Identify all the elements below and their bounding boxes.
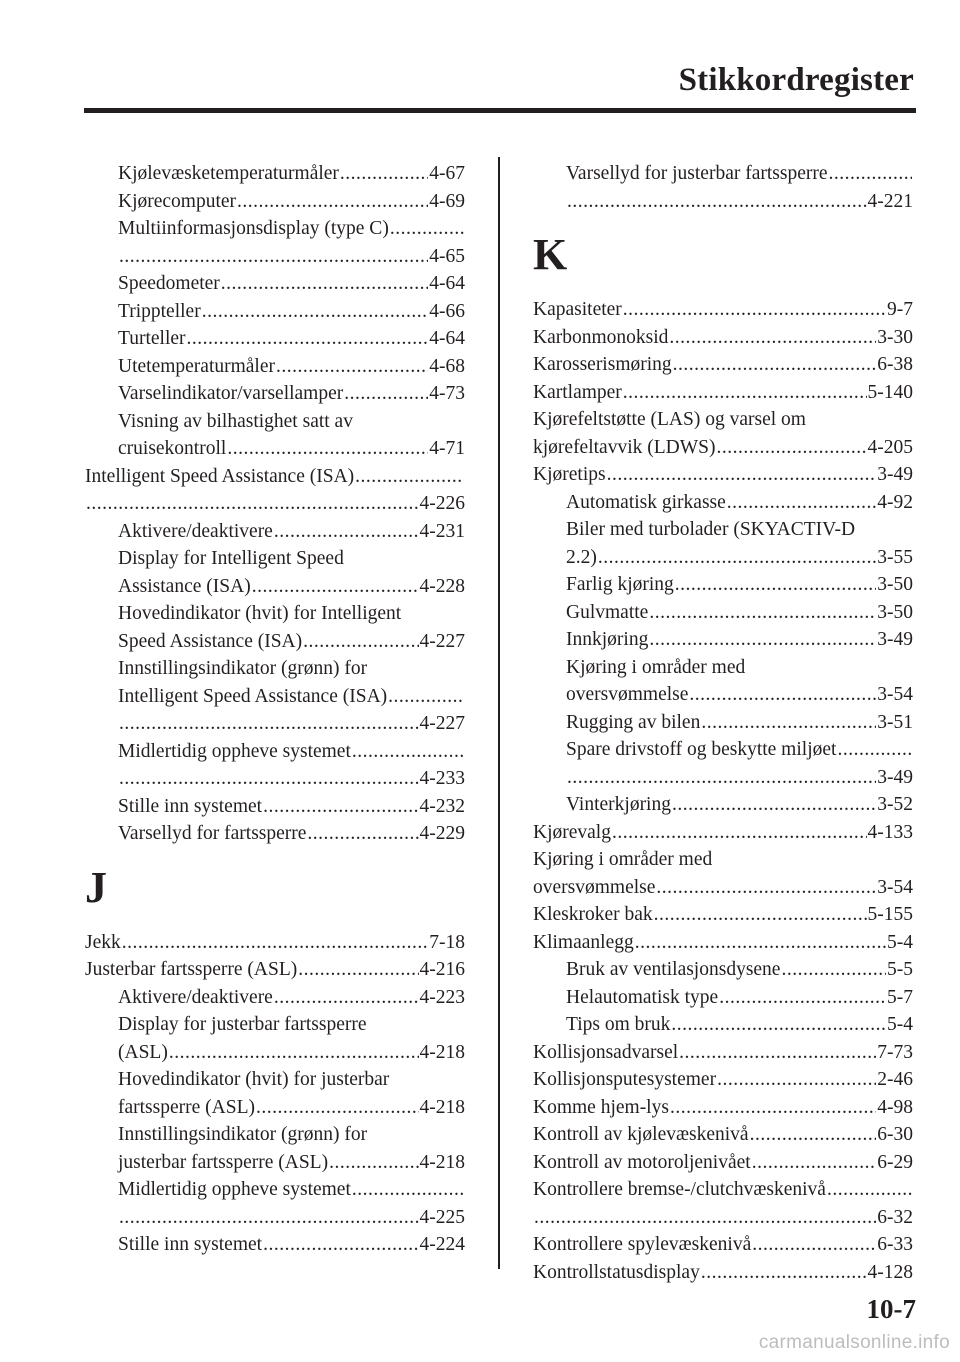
index-entry — [533, 516, 913, 544]
index-entry — [533, 324, 913, 352]
index-entry-text: Assistance (ISA) — [118, 575, 251, 597]
index-entry-page: 4-133 — [867, 821, 913, 843]
index-entry — [85, 655, 465, 683]
index-entry-page: 4-225 — [419, 1206, 465, 1228]
index-entry-text: Kapasiteter — [533, 299, 622, 320]
index-entry-text: justerbar fartssperre (ASL) — [118, 1151, 329, 1173]
dot-leader — [672, 791, 876, 819]
index-entry-text: oversvømmelse — [566, 684, 689, 705]
index-entry-text: Turteller — [118, 328, 186, 349]
index-entry-page: 5-7 — [887, 986, 913, 1008]
dot-leader — [263, 1231, 418, 1259]
index-entry — [85, 160, 465, 188]
index-entry-page: 3-50 — [877, 574, 913, 595]
index-entry — [533, 489, 913, 517]
index-entry-text: Innkjøring — [566, 629, 649, 650]
index-entry-text: Kjørefeltstøtte (LAS) og varsel om — [533, 409, 806, 430]
index-entry-text: Multiinformasjonsdisplay (type C) — [118, 218, 389, 239]
index-entry-text: Varsellyd for justerbar fartssperre — [566, 163, 828, 184]
index-entry-text: Display for Intelligent Speed — [118, 548, 344, 569]
index-entry — [85, 793, 465, 821]
index-entry — [85, 380, 465, 408]
index-entry — [85, 628, 465, 656]
index-entry — [533, 1259, 913, 1287]
index-entry-text: Tips om bruk — [566, 1014, 671, 1035]
dot-leader — [355, 463, 464, 491]
dot-leader — [701, 1259, 867, 1287]
dot-leader — [169, 1039, 419, 1067]
index-entry-page: 6-38 — [877, 354, 913, 375]
index-entry-text: Klimaanlegg — [533, 931, 634, 953]
index-entry-text: Kontroll av motoroljenivået — [533, 1151, 751, 1173]
index-entry-continuation — [533, 188, 913, 216]
index-entry-page: 2-46 — [877, 1069, 913, 1090]
dot-leader — [352, 1176, 464, 1204]
dot-leader — [829, 160, 912, 188]
index-entry-text: Kjøring i områder med — [566, 656, 746, 678]
dot-leader — [669, 324, 876, 352]
index-entry-page: 4-128 — [867, 1261, 913, 1283]
index-entry — [85, 215, 465, 243]
index-entry-page: 6-32 — [877, 1206, 913, 1228]
index-entry-text: Aktivere/deaktivere — [118, 986, 273, 1008]
dot-leader — [752, 1231, 876, 1259]
index-letter-heading: J — [85, 862, 107, 912]
index-entry-page: 4-69 — [429, 190, 465, 212]
dot-leader — [274, 984, 419, 1012]
dot-leader — [119, 765, 419, 793]
index-entry-text: Stille inn systemet — [118, 1234, 263, 1255]
dot-leader — [675, 571, 876, 599]
index-entry-continuation — [533, 1204, 913, 1232]
index-entry — [533, 571, 913, 599]
index-entry-text: Kollisjonsputesystemer — [533, 1069, 717, 1090]
dot-leader — [635, 929, 886, 957]
dot-leader — [388, 683, 464, 711]
index-entry-page: 4-227 — [419, 630, 465, 652]
index-entry — [533, 1011, 913, 1039]
index-entry-text: Trippteller — [118, 300, 201, 322]
index-entry-page: 4-71 — [429, 438, 465, 459]
index-entry-page: 3-51 — [877, 711, 913, 733]
dot-leader — [781, 956, 886, 984]
index-entry-text: Kartlamper — [533, 381, 622, 403]
index-entry — [85, 1011, 465, 1039]
index-entry-page: 4-64 — [429, 273, 465, 294]
dot-leader — [119, 1204, 419, 1232]
index-entry — [533, 956, 913, 984]
dot-leader — [329, 1149, 418, 1177]
index-entry-text: Kjøretips — [533, 464, 606, 485]
index-entry — [85, 408, 465, 436]
index-entry — [85, 545, 465, 573]
page-number: 10-7 — [866, 1294, 916, 1324]
index-entry-text: Kontrollere bremse-/clutchvæskenivå — [533, 1179, 826, 1200]
index-entry — [533, 626, 913, 654]
index-entry-text: Kontrollere spylevæskenivå — [533, 1234, 752, 1255]
index-entry-text: Speed Assistance (ISA) — [118, 630, 303, 652]
dot-leader — [827, 1176, 912, 1204]
index-entry-text: Kollisjonsadvarsel — [533, 1041, 679, 1063]
index-entry-page: 4-64 — [429, 328, 465, 349]
dot-leader — [567, 188, 867, 216]
dot-leader — [252, 573, 419, 601]
dot-leader — [649, 626, 876, 654]
dot-leader — [221, 270, 428, 298]
watermark-link[interactable]: carmanualsonline.info — [758, 1332, 950, 1353]
index-entry — [85, 573, 465, 601]
dot-leader — [567, 764, 876, 792]
index-entry — [533, 1121, 913, 1149]
dot-leader — [649, 599, 876, 627]
index-entry — [85, 929, 465, 957]
dot-leader — [237, 188, 428, 216]
column-divider — [498, 157, 500, 1269]
index-entry-page: 3-30 — [877, 326, 913, 348]
index-entry-page: 3-54 — [877, 684, 913, 705]
index-entry-text: Display for justerbar fartssperre — [118, 1014, 367, 1035]
index-entry-page: 6-33 — [877, 1234, 913, 1255]
index-letter-heading: K — [533, 230, 568, 279]
index-entry — [533, 296, 913, 324]
dot-leader — [717, 1066, 876, 1094]
index-entry — [533, 874, 913, 902]
dot-leader — [344, 380, 428, 408]
index-entry-page: 4-92 — [877, 491, 913, 513]
dot-leader — [276, 353, 428, 381]
index-entry-page: 5-140 — [867, 381, 913, 403]
index-entry-page: 4-216 — [419, 959, 465, 980]
index-entry — [85, 435, 465, 463]
index-entry-page: 4-227 — [419, 713, 465, 734]
index-entry — [85, 353, 465, 381]
index-entry-text: Kjøring i områder med — [533, 849, 713, 870]
dot-leader — [390, 215, 464, 243]
index-entry-page: 4-67 — [429, 163, 465, 184]
dot-leader — [303, 628, 418, 656]
index-entry-text: Innstillingsindikator (grønn) for — [118, 658, 368, 679]
index-entry — [533, 709, 913, 737]
index-entry-page: 3-49 — [877, 464, 913, 485]
index-entry-text: Justerbar fartssperre (ASL) — [85, 959, 298, 980]
index-entry — [85, 518, 465, 546]
index-entry — [85, 1176, 465, 1204]
index-entry — [533, 351, 913, 379]
index-entry-text: (ASL) — [118, 1041, 168, 1063]
index-entry-text: Kleskroker bak — [533, 904, 653, 925]
dot-leader — [623, 379, 867, 407]
index-entry — [85, 984, 465, 1012]
index-entry-page: 4-68 — [429, 355, 465, 377]
dot-leader — [837, 736, 912, 764]
index-entry-page: 3-52 — [877, 794, 913, 815]
index-entry-continuation — [85, 1204, 465, 1232]
index-entry-text: Intelligent Speed Assistance (ISA) — [85, 465, 355, 487]
dot-leader — [750, 1121, 877, 1149]
index-entry-page: 4-73 — [429, 383, 465, 404]
index-entry — [533, 681, 913, 709]
index-entry-page: 3-55 — [877, 546, 913, 568]
dot-leader — [227, 435, 428, 463]
index-entry-continuation — [533, 764, 913, 792]
index-entry-text: Automatisk girkasse — [566, 491, 726, 513]
index-entry-continuation — [85, 490, 465, 518]
index-entry-text: Stille inn systemet — [118, 795, 263, 817]
index-entry — [85, 1039, 465, 1067]
index-entry-text: Komme hjem-lys — [533, 1096, 669, 1118]
dot-leader — [607, 461, 877, 489]
dot-leader — [307, 820, 418, 848]
index-entry-page: 4-223 — [419, 986, 465, 1008]
index-entry-text: Gulvmatte — [566, 601, 649, 623]
dot-leader — [623, 296, 886, 324]
index-entry-text: Biler med turbolader (SKYACTIV-D — [566, 519, 856, 540]
header-rule — [84, 108, 916, 113]
dot-leader — [671, 1011, 886, 1039]
dot-leader — [656, 874, 876, 902]
dot-leader — [534, 1204, 876, 1232]
dot-leader — [673, 351, 877, 379]
index-entry-text: Rugging av bilen — [566, 711, 701, 733]
index-entry-page: 7-73 — [877, 1041, 913, 1063]
index-entry — [85, 956, 465, 984]
dot-leader — [340, 160, 428, 188]
index-entry-page: 4-218 — [419, 1041, 465, 1063]
index-entry-text: Kjølevæsketemperaturmåler — [118, 163, 339, 184]
dot-leader — [119, 710, 419, 738]
index-entry-page: 3-49 — [877, 766, 913, 788]
index-entry — [533, 544, 913, 572]
index-entry — [533, 846, 913, 874]
index-entry-text: Varsellyd for fartssperre — [118, 823, 307, 844]
index-entry-text: Midlertidig oppheve systemet — [118, 1179, 351, 1200]
index-entry — [533, 929, 913, 957]
index-entry-page: 4-218 — [419, 1096, 465, 1118]
dot-leader — [719, 984, 886, 1012]
index-entry-text: 2.2) — [566, 546, 597, 568]
index-entry-text: cruisekontroll — [118, 438, 227, 459]
index-entry — [533, 1176, 913, 1204]
index-entry — [85, 683, 465, 711]
dot-leader — [689, 681, 876, 709]
dot-leader — [119, 243, 428, 271]
index-entry-page: 6-30 — [877, 1124, 913, 1145]
dot-leader — [612, 819, 867, 847]
index-entry-page: 5-155 — [867, 904, 913, 925]
index-entry-page: 3-50 — [877, 601, 913, 623]
index-column-left — [85, 160, 465, 1259]
dot-leader — [263, 793, 418, 821]
dot-leader — [716, 434, 866, 462]
index-entry — [533, 984, 913, 1012]
index-entry-text: Midlertidig oppheve systemet — [118, 740, 351, 762]
index-entry-text: Hovedindikator (hvit) for Intelligent — [118, 603, 402, 624]
index-entry — [533, 1066, 913, 1094]
index-entry-page: 4-233 — [419, 768, 465, 789]
index-entry-page: 3-49 — [877, 629, 913, 650]
index-entry-text: Utetemperaturmåler — [118, 355, 275, 377]
index-entry-page: 4-228 — [419, 575, 465, 597]
dot-leader — [256, 1094, 419, 1122]
index-entry-text: Kontroll av kjølevæskenivå — [533, 1124, 749, 1145]
index-entry — [533, 1039, 913, 1067]
index-entry — [533, 1231, 913, 1259]
index-entry — [533, 791, 913, 819]
index-entry — [533, 379, 913, 407]
index-entry-page: 4-226 — [419, 493, 465, 514]
index-entry-continuation — [85, 243, 465, 271]
index-entry-text: Spare drivstoff og beskytte miljøet — [566, 739, 837, 760]
index-entry-page: 4-98 — [877, 1096, 913, 1118]
index-entry — [533, 819, 913, 847]
index-entry — [85, 820, 465, 848]
index-entry — [533, 160, 913, 188]
index-entry — [85, 325, 465, 353]
index-entry-page: 4-221 — [867, 190, 913, 212]
index-entry — [85, 270, 465, 298]
index-entry-page: 3-54 — [877, 876, 913, 898]
index-entry — [533, 461, 913, 489]
dot-leader — [352, 738, 464, 766]
dot-leader — [187, 325, 429, 353]
dot-leader — [679, 1039, 876, 1067]
index-entry — [85, 600, 465, 628]
dot-leader — [701, 709, 876, 737]
index-column-right — [533, 160, 913, 1286]
index-entry — [533, 654, 913, 682]
index-entry-continuation — [85, 710, 465, 738]
index-entry — [533, 1149, 913, 1177]
index-entry — [85, 1094, 465, 1122]
dot-leader — [274, 518, 419, 546]
index-entry-text: Kjørecomputer — [118, 190, 237, 212]
index-entry-text: Speedometer — [118, 273, 220, 294]
index-entry-page: 7-18 — [429, 931, 465, 953]
index-entry-page: 4-218 — [419, 1151, 465, 1173]
dot-leader — [752, 1149, 877, 1177]
index-entry — [85, 1121, 465, 1149]
index-entry-text: Farlig kjøring — [566, 574, 674, 595]
index-entry-page: 5-4 — [887, 1014, 913, 1035]
index-entry — [533, 1094, 913, 1122]
index-entry-page: 4-231 — [419, 520, 465, 542]
index-entry — [85, 738, 465, 766]
index-entry-text: Vinterkjøring — [566, 794, 671, 815]
index-entry — [533, 599, 913, 627]
index-entry — [85, 188, 465, 216]
index-entry — [85, 1066, 465, 1094]
dot-leader — [598, 544, 876, 572]
index-entry-page: 6-29 — [877, 1151, 913, 1173]
index-entry-text: Visning av bilhastighet satt av — [118, 410, 353, 432]
index-entry-page: 4-229 — [419, 823, 465, 844]
index-entry-text: Innstillingsindikator (grønn) for — [118, 1124, 368, 1145]
dot-leader — [122, 929, 429, 957]
index-entry-continuation — [85, 765, 465, 793]
index-entry-text: Kjørevalg — [533, 821, 611, 843]
index-entry-page: 4-224 — [419, 1234, 465, 1255]
index-entry — [85, 1231, 465, 1259]
dot-leader — [727, 489, 876, 517]
index-entry-text: fartssperre (ASL) — [118, 1096, 255, 1118]
index-entry-page: 5-4 — [887, 931, 913, 953]
index-entry-text: Kontrollstatusdisplay — [533, 1261, 700, 1283]
index-entry-page: 9-7 — [887, 299, 913, 320]
index-entry-page: 4-205 — [867, 436, 913, 458]
index-entry-text: kjørefeltavvik (LDWS) — [533, 436, 716, 458]
index-entry-text: Karosserismøring — [533, 354, 672, 375]
index-entry-page: 5-5 — [887, 959, 913, 980]
index-entry-text: Intelligent Speed Assistance (ISA) — [118, 685, 388, 707]
index-entry-text: Aktivere/deaktivere — [118, 520, 273, 542]
index-entry — [85, 298, 465, 326]
dot-leader — [654, 901, 867, 929]
dot-leader — [670, 1094, 876, 1122]
index-entry-page: 4-232 — [419, 795, 465, 817]
index-entry-page: 4-65 — [429, 245, 465, 267]
index-entry — [85, 463, 465, 491]
index-entry — [85, 1149, 465, 1177]
index-entry-text: Varselindikator/varsellamper — [118, 383, 344, 404]
index-entry — [533, 901, 913, 929]
index-entry — [533, 736, 913, 764]
dot-leader — [298, 956, 418, 984]
index-entry-text: oversvømmelse — [533, 876, 656, 898]
index-entry — [533, 406, 913, 434]
index-entry-text: Bruk av ventilasjonsdysene — [566, 959, 781, 980]
index-entry-text: Jekk — [85, 931, 121, 953]
index-entry-text: Karbonmonoksid — [533, 326, 669, 348]
index-entry-text: Helautomatisk type — [566, 986, 719, 1008]
dot-leader — [202, 298, 429, 326]
index-entry-text: Hovedindikator (hvit) for justerbar — [118, 1069, 390, 1090]
index-entry-page: 4-66 — [429, 300, 465, 322]
dot-leader — [86, 490, 419, 518]
page-title: Stikkordregister — [678, 62, 914, 98]
index-entry — [533, 434, 913, 462]
